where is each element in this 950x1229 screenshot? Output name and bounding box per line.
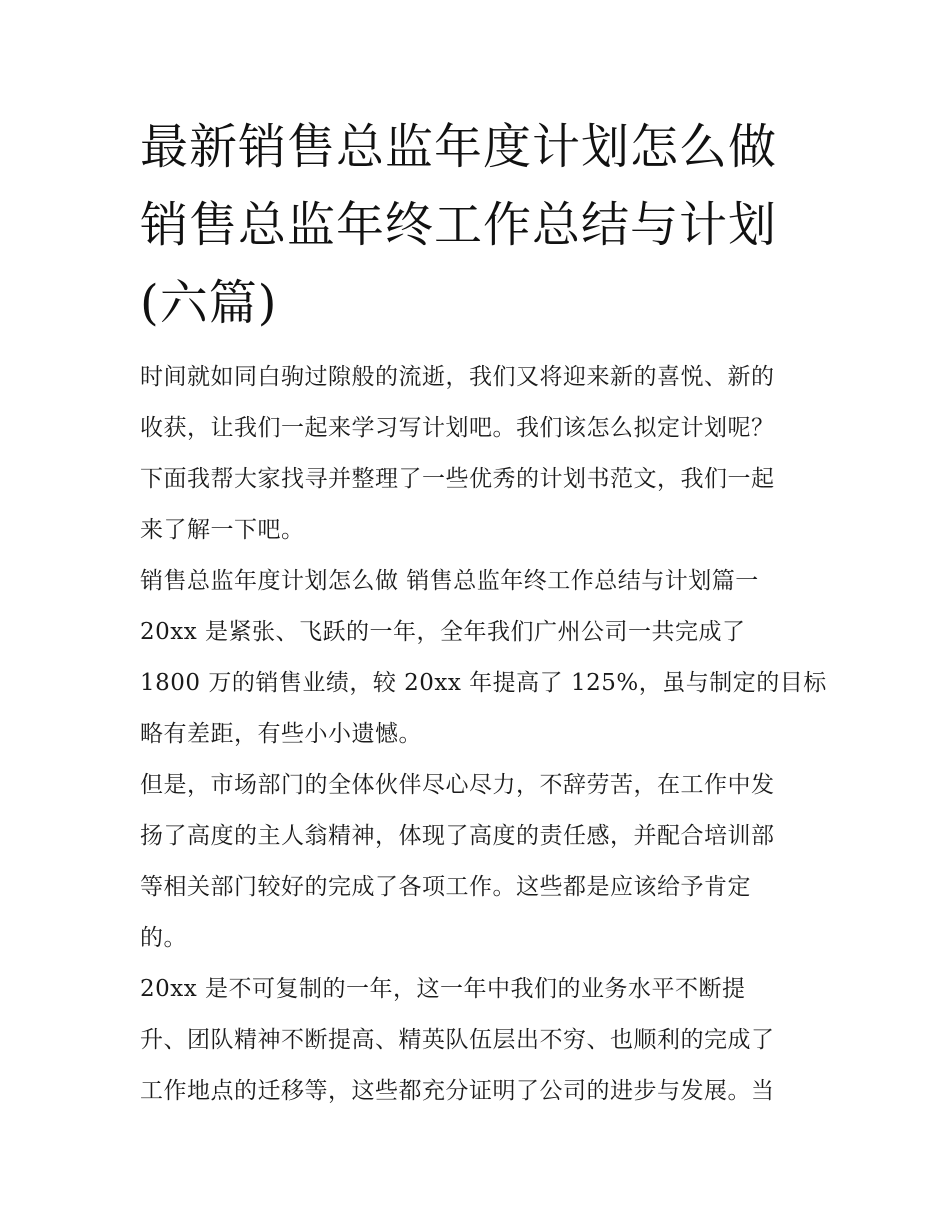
section-heading <box>140 556 820 607</box>
text-line: 扬了高度的主人翁精神，体现了高度的责任感，并配合培训部 <box>140 823 775 849</box>
text-line: 时间就如同白驹过隙般的流逝，我们又将迎来新的喜悦、新的 <box>140 364 775 390</box>
text-line: 等相关部门较好的完成了各项工作。这些都是应该给予肯定 <box>140 874 751 900</box>
body-paragraph <box>140 964 820 1117</box>
text-line: 升、团队精神不断提高、精英队伍层出不穷、也顺利的完成了 <box>140 1027 775 1053</box>
text-line: 销售总监年度计划怎么做 销售总监年终工作总结与计划篇一 <box>140 568 759 594</box>
intro-paragraph <box>140 352 820 556</box>
text-line: 工作地点的迁移等，这些都充分证明了公司的进步与发展。当 <box>140 1078 775 1104</box>
body-paragraph <box>140 607 827 760</box>
title-line: 最新销售总监年度计划怎么做 <box>140 119 778 175</box>
document-title <box>140 108 820 342</box>
body-paragraph <box>140 760 820 964</box>
text-line: 来了解一下吧。 <box>140 517 305 543</box>
document-body <box>140 108 827 1117</box>
text-line: 1800 万的销售业绩，较 20xx 年提高了 125%，虽与制定的目标 <box>140 670 827 696</box>
text-line: 但是，市场部门的全体伙伴尽心尽力，不辞劳苦，在工作中发 <box>140 772 775 798</box>
text-line: 的。 <box>140 925 187 951</box>
text-line: 收获，让我们一起来学习写计划吧。我们该怎么拟定计划呢？ <box>140 415 775 441</box>
title-line: 销售总监年终工作总结与计划 <box>140 197 778 253</box>
text-line: 下面我帮大家找寻并整理了一些优秀的计划书范文，我们一起 <box>140 466 775 492</box>
text-line: 20xx 是不可复制的一年，这一年中我们的业务水平不断提 <box>140 976 746 1002</box>
text-line: 20xx 是紧张、飞跃的一年，全年我们广州公司一共完成了 <box>140 619 746 645</box>
text-line: 略有差距，有些小小遗憾。 <box>140 721 422 747</box>
title-line: (六篇) <box>140 275 278 331</box>
